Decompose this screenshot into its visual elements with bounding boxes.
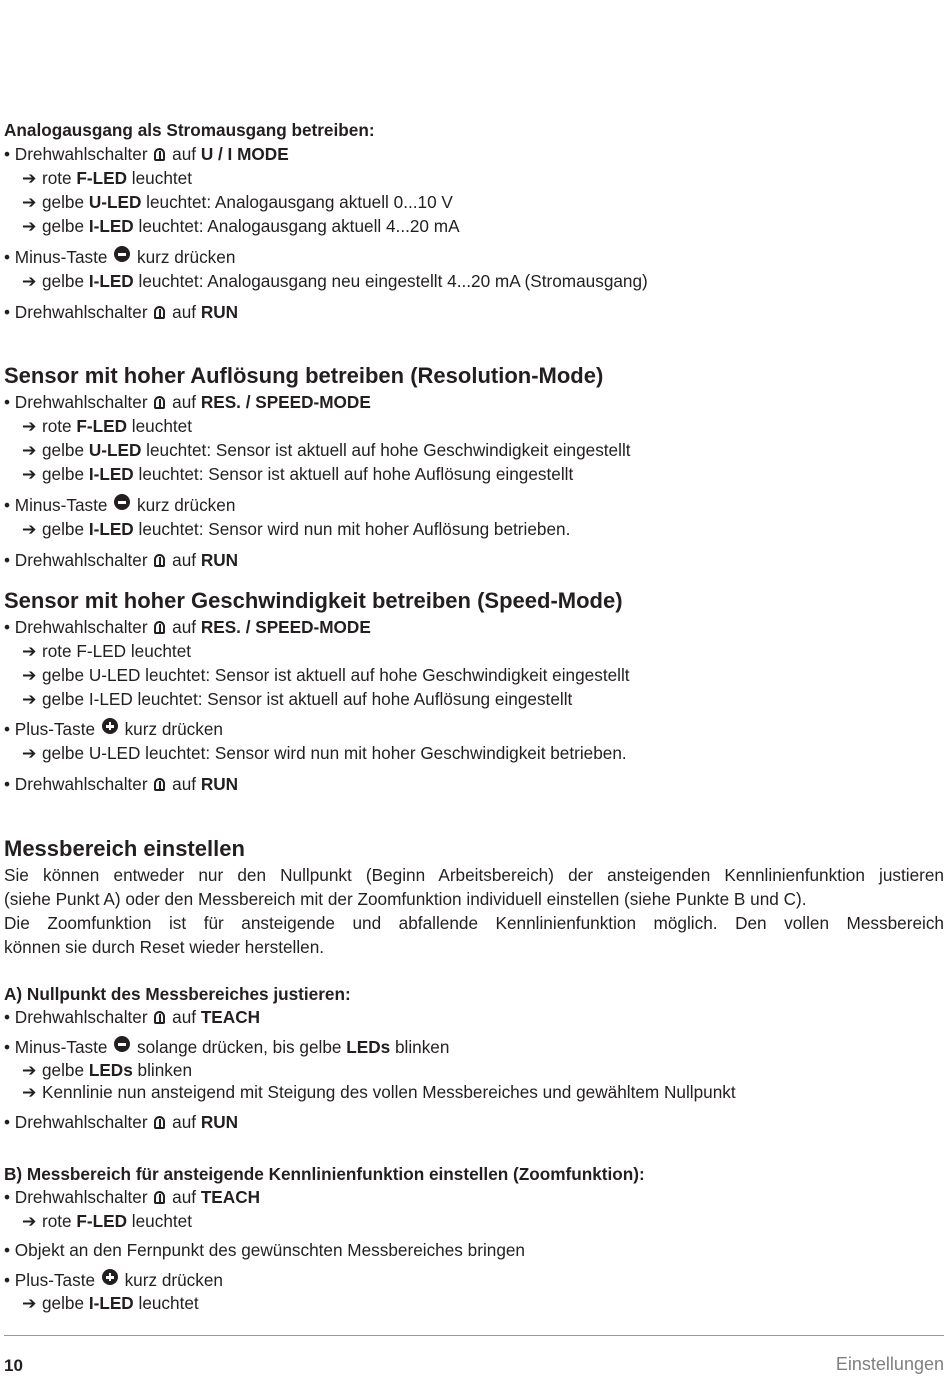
item-text: • Plus-Taste [4,719,100,739]
list-item [22,462,573,486]
arrow-right-icon: ➔ [22,416,37,436]
item-text: • Minus-Taste [4,1037,113,1057]
list-item [4,300,238,324]
list-item [4,1035,449,1059]
item-text: gelbe U-LED leuchtet: Sensor ist aktuell auf hohe Geschwindigkeit eingestellt [42,665,630,685]
item-text: rote [42,168,77,188]
list-item [22,639,191,663]
switch-position: TEACH [200,1187,261,1207]
list-item [4,245,235,269]
minus-button-icon [114,246,130,262]
footer-divider [4,1335,944,1336]
list-item [4,1110,238,1134]
list-item [22,741,627,765]
arrow-right-icon: ➔ [22,440,37,460]
rotary-switch-icon [154,396,165,409]
switch-position: RUN [200,550,239,570]
plus-button-icon [102,1269,118,1285]
item-text: gelbe [42,1060,89,1080]
arrow-right-icon: ➔ [22,168,37,188]
list-item [4,615,371,639]
item-text: leuchtet [127,168,192,188]
item-text: gelbe U-LED leuchtet: Sensor wird nun mit hoher Geschwindigkeit betrieben. [42,743,627,763]
rotary-switch-icon [154,306,165,319]
item-text: leuchtet [127,416,192,436]
list-item [22,687,572,711]
list-item [4,1268,223,1292]
item-text: gelbe [42,192,89,212]
list-item [4,772,238,796]
item-text: auf [167,1007,201,1027]
led-name: F-LED [76,416,128,436]
rotary-switch-icon [154,1191,165,1204]
item-text: gelbe [42,1293,89,1313]
list-item [4,1238,525,1262]
list-item [22,1058,192,1082]
section-heading-zoom-function: B) Messbereich für ansteigende Kennlinienfunktion einstellen (Zoomfunktion): [4,1164,645,1184]
switch-position: U / I MODE [200,144,289,164]
list-item [4,142,289,166]
item-text: • Minus-Taste [4,495,113,515]
item-text: • Drehwahlschalter [4,550,153,570]
item-text: gelbe [42,271,89,291]
minus-button-icon [114,1036,130,1052]
item-text: kurz drücken [132,247,236,267]
item-text: auf [167,617,201,637]
list-item [22,190,453,214]
item-text: gelbe [42,519,89,539]
list-item [4,390,371,414]
item-text: leuchtet [133,1293,199,1313]
item-text: gelbe I-LED leuchtet: Sensor ist aktuell auf hohe Auflösung eingestellt [42,689,573,709]
list-item [22,1291,199,1315]
item-text: gelbe [42,440,89,460]
arrow-right-icon: ➔ [22,1082,37,1102]
item-text: blinken [132,1060,193,1080]
paragraph-line: (siehe Punkt A) oder den Messbereich mit der Zoomfunktion individuell einstellen (siehe Punkte B und C). [4,889,807,909]
switch-position: RES. / SPEED-MODE [200,392,371,412]
minus-button-icon [114,494,130,510]
item-text: • Drehwahlschalter [4,617,153,637]
led-name: I-LED [88,271,134,291]
led-name: U-LED [88,440,142,460]
arrow-right-icon: ➔ [22,743,37,763]
rotary-switch-icon [154,621,165,634]
switch-position: RUN [200,1112,239,1132]
item-text: kurz drücken [119,719,223,739]
led-name: F-LED [76,168,128,188]
item-text: • Drehwahlschalter [4,774,153,794]
item-text: kurz drücken [119,1270,223,1290]
item-text: leuchtet: Sensor ist aktuell auf hohe Geschwindigkeit eingestellt [141,440,631,460]
arrow-right-icon: ➔ [22,464,37,484]
rotary-switch-icon [154,1011,165,1024]
item-text: Kennlinie nun ansteigend mit Steigung des vollen Messbereiches und gewähltem Nullpunkt [42,1082,736,1102]
item-text: • Drehwahlschalter [4,1187,153,1207]
section-heading-current-output: Analogausgang als Stromausgang betreiben: [4,120,375,140]
item-text: auf [167,774,201,794]
list-item [4,493,235,517]
led-name: LEDs [346,1037,391,1057]
section-heading-speed-mode: Sensor mit hoher Geschwindigkeit betreiben (Speed-Mode) [4,588,623,613]
paragraph-line: Sie können entweder nur den Nullpunkt (Beginn Arbeitsbereich) der ansteigenden Kennlinienfunktion justieren [4,865,944,885]
list-item [22,414,192,438]
list-item [4,548,238,572]
led-name: LEDs [88,1060,133,1080]
list-item [4,1185,260,1209]
rotary-switch-icon [154,554,165,567]
rotary-switch-icon [154,148,165,161]
switch-position: RUN [200,774,239,794]
led-name: I-LED [88,464,134,484]
item-text: leuchtet: Analogausgang neu eingestellt 4...20 mA (Stromausgang) [133,271,648,291]
item-text: auf [167,144,201,164]
item-text: auf [167,392,201,412]
arrow-right-icon: ➔ [22,216,37,236]
item-text: rote [42,416,77,436]
section-heading-resolution-mode: Sensor mit hoher Auflösung betreiben (Resolution-Mode) [4,363,604,388]
list-item [4,1005,260,1029]
section-heading-zero-point: A) Nullpunkt des Messbereiches justieren: [4,984,351,1004]
item-text: leuchtet: Sensor ist aktuell auf hohe Auflösung eingestellt [133,464,574,484]
arrow-right-icon: ➔ [22,665,37,685]
item-text: auf [167,550,201,570]
item-text: auf [167,302,201,322]
footer-section-title: Einstellungen [835,1354,944,1374]
arrow-right-icon: ➔ [22,519,37,539]
item-text: • Drehwahlschalter [4,302,153,322]
item-text: gelbe [42,464,89,484]
list-item [22,214,460,238]
arrow-right-icon: ➔ [22,1293,37,1313]
arrow-right-icon: ➔ [22,641,37,661]
arrow-right-icon: ➔ [22,1211,37,1231]
switch-position: RUN [200,302,239,322]
item-text: leuchtet: Sensor wird nun mit hoher Auflösung betrieben. [133,519,571,539]
list-item [22,438,631,462]
list-item [22,663,630,687]
list-item [22,1209,192,1233]
item-text: • Drehwahlschalter [4,392,153,412]
item-text: • Drehwahlschalter [4,1112,153,1132]
page-number: 10 [4,1356,23,1375]
item-text: rote [42,1211,77,1231]
item-text: solange drücken, bis gelbe [132,1037,347,1057]
list-item [22,1080,736,1104]
arrow-right-icon: ➔ [22,192,37,212]
rotary-switch-icon [154,778,165,791]
arrow-right-icon: ➔ [22,271,37,291]
list-item [22,269,648,293]
item-text: • Plus-Taste [4,1270,100,1290]
item-text: leuchtet: Analogausgang aktuell 4...20 mA [133,216,460,236]
paragraph-line: Die Zoomfunktion ist für ansteigende und abfallende Kennlinienfunktion möglich. Den vollen Messbereich [4,913,944,933]
item-text: blinken [390,1037,450,1057]
item-text: • Drehwahlschalter [4,1007,153,1027]
switch-position: RES. / SPEED-MODE [200,617,371,637]
list-item [22,166,192,190]
switch-position: TEACH [200,1007,261,1027]
item-text: • Objekt an den Fernpunkt des gewünschten Messbereiches bringen [4,1240,525,1260]
arrow-right-icon: ➔ [22,689,37,709]
arrow-right-icon: ➔ [22,1060,37,1080]
paragraph-line: können sie durch Reset wieder herstellen. [4,937,325,957]
rotary-switch-icon [154,1116,165,1129]
led-name: I-LED [88,216,134,236]
list-item [4,717,223,741]
led-name: F-LED [76,1211,128,1231]
item-text: kurz drücken [132,495,236,515]
item-text: gelbe [42,216,89,236]
body-paragraph [4,863,944,959]
section-heading-measuring-range: Messbereich einstellen [4,836,245,861]
item-text: auf [167,1112,201,1132]
led-name: I-LED [88,1293,134,1313]
item-text: • Minus-Taste [4,247,113,267]
led-name: U-LED [88,192,142,212]
list-item [22,517,570,541]
item-text: leuchtet: Analogausgang aktuell 0...10 V [141,192,453,212]
led-name: I-LED [88,519,134,539]
plus-button-icon [102,718,118,734]
item-text: auf [167,1187,201,1207]
item-text: rote F-LED leuchtet [42,641,192,661]
item-text: • Drehwahlschalter [4,144,153,164]
item-text: leuchtet [127,1211,192,1231]
